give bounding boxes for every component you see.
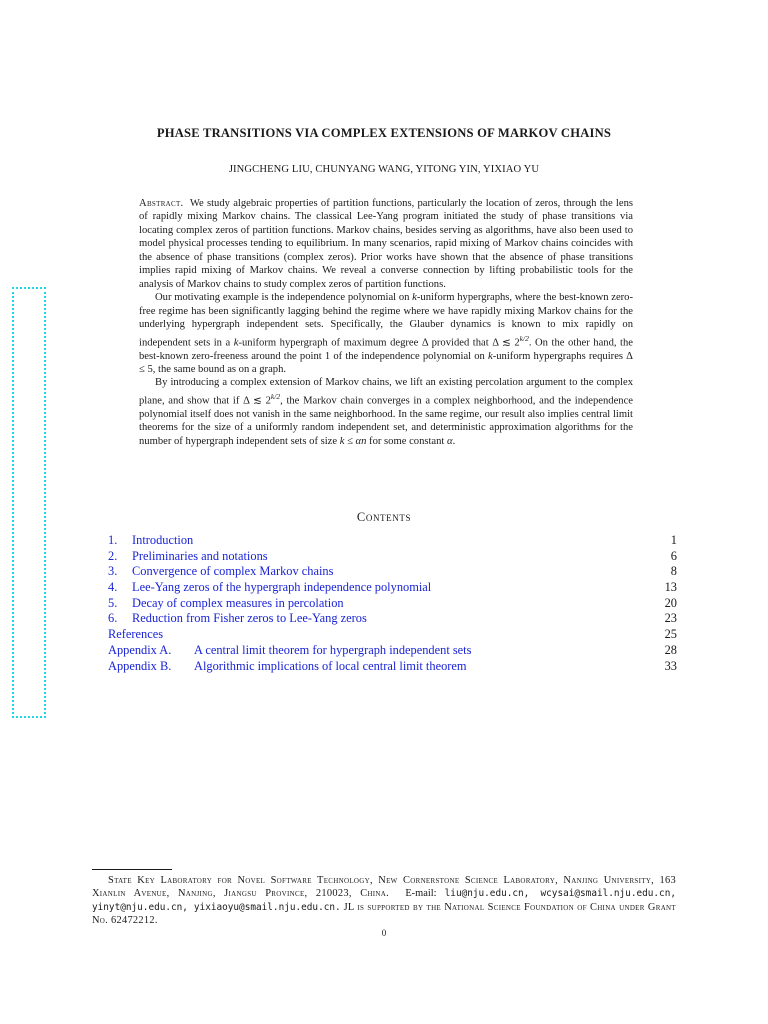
table-of-contents (108, 533, 677, 674)
toc-link[interactable]: Introduction (132, 533, 194, 547)
footnote-rule (92, 869, 172, 870)
toc-link[interactable]: A central limit theorem for hypergraph independent sets (194, 642, 472, 657)
toc-number: 1. (108, 533, 118, 547)
abstract-text: -uniform hypergraphs, where the best-known zero-free regime has been significantly lagging behind the regime where we have rapidly mixing Markov chains for the underlying hypergraph independent sets. Specifically, the Glauber dynamics is known to mix rapidly on independent sets in a (139, 292, 633, 349)
toc-link[interactable]: Lee-Yang zeros of the hypergraph independence polynomial (132, 580, 432, 595)
toc-page: 33 (664, 658, 677, 673)
toc-item-convergence[interactable] (108, 564, 677, 580)
toc-item-appendix-b[interactable] (108, 659, 677, 675)
toc-link[interactable]: Algorithmic implications of local central limit theorem (194, 658, 467, 673)
toc-link[interactable]: Preliminaries and notations (132, 548, 268, 563)
math-exponent: k/2 (270, 391, 281, 401)
toc-number: Appendix A. (108, 642, 172, 657)
toc-page: 20 (664, 595, 677, 610)
selection-frame (12, 287, 46, 718)
toc-page: 8 (670, 564, 677, 579)
toc-number: 6. (108, 611, 118, 626)
abstract-text: . (452, 435, 456, 447)
math-condition: Δ ≲ 2 (492, 337, 520, 349)
abstract-paragraph-3 (139, 376, 633, 448)
abstract-text: -uniform hypergraphs requires Δ ≤ 5, the same bound as on a graph. (139, 350, 633, 375)
math-k: k (233, 337, 239, 349)
toc-item-decay[interactable] (108, 596, 677, 612)
footnote-emails: liu@nju.edu.cn, wcysai@smail.nju.edu.cn, yinyt@nju.edu.cn, yixiaoyu@smail.nju.edu.cn. (92, 888, 676, 913)
toc-page: 23 (664, 611, 677, 626)
abstract-text: . On the other hand, the best-known zero-freeness around the point 1 of the independence polynomial on (139, 337, 633, 362)
toc-link[interactable]: Decay of complex measures in percolation (132, 595, 344, 610)
math-alpha: α (447, 435, 453, 447)
abstract-paragraph-2 (139, 291, 633, 376)
toc-link[interactable]: Convergence of complex Markov chains (132, 564, 334, 579)
toc-number: 3. (108, 564, 118, 579)
abstract-text: Our motivating example is the independence polynomial on (155, 292, 413, 304)
abstract-label: Abstract. (139, 198, 184, 209)
abstract-text: for some constant (366, 435, 448, 447)
toc-number: 4. (108, 580, 118, 595)
toc-item-preliminaries[interactable] (108, 549, 677, 565)
paper-title: PHASE TRANSITIONS VIA COMPLEX EXTENSIONS OF MARKOV CHAINS (156, 126, 612, 140)
footnote-grant: JL is supported by the National Science Foundation of China under Grant No. 62472212. (92, 901, 676, 927)
toc-number: 2. (108, 548, 118, 563)
math-k: k (488, 350, 493, 362)
page-number: 0 (381, 928, 387, 938)
toc-page: 6 (670, 548, 677, 563)
toc-page: 25 (664, 627, 677, 642)
abstract-text: -uniform hypergraph of maximum degree Δ provided that (238, 337, 493, 349)
footnote (92, 874, 676, 928)
toc-item-reduction[interactable] (108, 611, 677, 627)
toc-number: Appendix B. (108, 658, 172, 673)
math-exponent: k/2 (519, 333, 529, 343)
math-k: k (412, 292, 417, 304)
math-size-condition: k ≤ αn (339, 435, 367, 447)
toc-link[interactable]: Reduction from Fisher zeros to Lee-Yang zeros (132, 611, 367, 626)
footnote-affiliation: State Key Laboratory for Novel Software Technology, New Cornerstone Science Laboratory, Nanjing University, 163 Xianlin Avenue, Nanjing, Jiangsu Province, 210023, China. (92, 875, 676, 900)
contents-heading: Contents (356, 510, 412, 524)
abstract-text: , the Markov chain converges in a complex neighborhood, and the independence polynomial itself does not vanish in the same neighborhood. In the same regime, our result also implies central limit theorems for the size of a uniformly random independent set, and deterministic approximation algorithms for the number of hypergraph independent sets of size (139, 395, 634, 447)
author-list: JINGCHENG LIU, CHUNYANG WANG, YITONG YIN, YIXIAO YU (228, 164, 540, 175)
toc-link[interactable]: References (108, 627, 164, 642)
toc-item-references[interactable] (108, 627, 677, 643)
toc-item-appendix-a[interactable] (108, 643, 677, 659)
abstract-text: By introducing a complex extension of Markov chains, we lift an existing percolation argument to the complex plane, and show that if (139, 377, 633, 407)
math-condition: Δ ≲ 2 (243, 395, 271, 407)
abstract (139, 197, 633, 448)
abstract-text-1: We study algebraic properties of partition functions, particularly the location of zeros, through the lens of rapidly mixing Markov chains. The classical Lee-Yang program initiated the study of phase transitions via locating complex zeros of partition functions. Markov chains, besides serving as algorithms, have also been used to model physical processes tending to equilibrium. In many scenarios, rapid mixing of Markov chains coincides with the absence of phase transitions (complex zeros). Prior works have shown that the absence of phase transitions implies rapid mixing of Markov chains. We reveal a converse connection by lifting probabilistic tools for the analysis of Markov chains to study complex zeros of partition functions. (139, 198, 633, 290)
toc-item-lee-yang[interactable] (108, 580, 677, 596)
toc-number: 5. (108, 595, 118, 610)
abstract-paragraph-1 (139, 197, 633, 291)
footnote-email-label: E-mail: (405, 888, 437, 900)
toc-page: 13 (664, 580, 677, 595)
toc-page: 28 (664, 642, 677, 657)
toc-item-introduction[interactable] (108, 533, 677, 549)
footnote-paragraph (92, 874, 676, 928)
toc-page: 1 (670, 533, 677, 547)
